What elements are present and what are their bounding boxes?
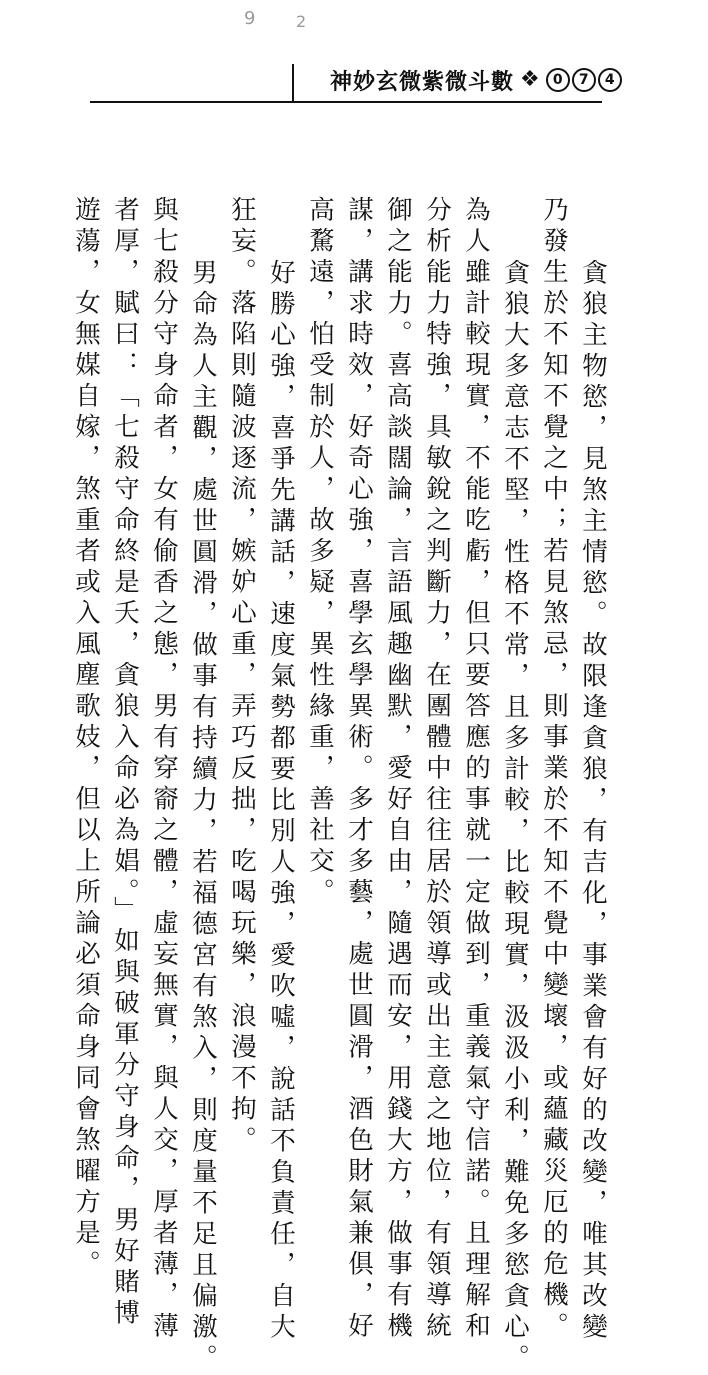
header-tick-mark (292, 64, 294, 102)
text-column: 御之能力。喜高談闊論，言語風趣幽默，愛好自由，隨遇而安，用錢大方，做事有機 (383, 196, 413, 1343)
diamond-ornament-icon: ❖ (520, 67, 540, 92)
text-column: 狂妄。落陷則隨波逐流，嫉妒心重，弄巧反拙，吃喝玩樂，浪漫不拘。 (227, 196, 257, 1157)
text-column: 男命為人主觀，處世圓滑，做事有持續力，若福德宮有煞入，則度量不足且偏激。 (188, 259, 218, 1375)
text-column: 乃發生於不知不覺之中；若見煞忌，則事業於不知不覺中變壞，或蘊藏災厄的危機。 (539, 196, 569, 1343)
text-column: 與七殺分守身命者，女有偷香之態，男有穿窬之體，虛妄無實，與人交，厚者薄，薄 (149, 196, 179, 1343)
header-rule (90, 101, 602, 103)
scan-mark: 9 (244, 8, 256, 29)
text-column: 分析能力特強，具敏銳之判斷力，在團體中往往居於領導或出主意之地位，有領導統 (422, 196, 452, 1343)
page-number (546, 68, 622, 92)
text-column: 遊蕩，女無媒自嫁，煞重者或入風塵歌妓，但以上所論必須命身同會煞曜方是。 (71, 196, 101, 1281)
text-column: 者厚，賦曰：「七殺守命終是夭，貪狼入命必為娼。」如與破軍分守身命，男好賭博 (110, 196, 140, 1331)
page-number-digit: 4 (598, 68, 622, 92)
text-column: 貪狼主物慾，見煞主情慾。故限逢貪狼，有吉化，事業會有好的改變，唯其改變 (578, 259, 608, 1344)
text-column: 為人雖計較現實，不能吃虧，但只要答應的事就一定做到，重義氣守信諾。且理解和 (461, 196, 491, 1343)
book-title: 神妙玄微紫微斗數 (330, 69, 515, 95)
text-column: 貪狼大多意志不堅，性格不常，且多計較，比較現實，汲汲小利，難免多慾貪心。 (500, 259, 530, 1375)
page-number-digit: 0 (546, 68, 570, 92)
text-column: 謀，講求時效，好奇心強，喜學玄學異術。多才多藝，處世圓滑，酒色財氣兼俱，好 (344, 196, 374, 1343)
running-header (330, 63, 622, 97)
vertical-text-body (66, 196, 612, 1375)
scan-mark: 2 (296, 12, 307, 31)
text-column: 好勝心強，喜爭先講話，速度氣勢都要比別人強，愛吹噓，說話不負責任，自大 (266, 259, 296, 1344)
page-number-digit: 7 (572, 68, 596, 92)
text-column: 高騖遠，怕受制於人，故多疑，異性緣重，善社交。 (305, 196, 335, 909)
